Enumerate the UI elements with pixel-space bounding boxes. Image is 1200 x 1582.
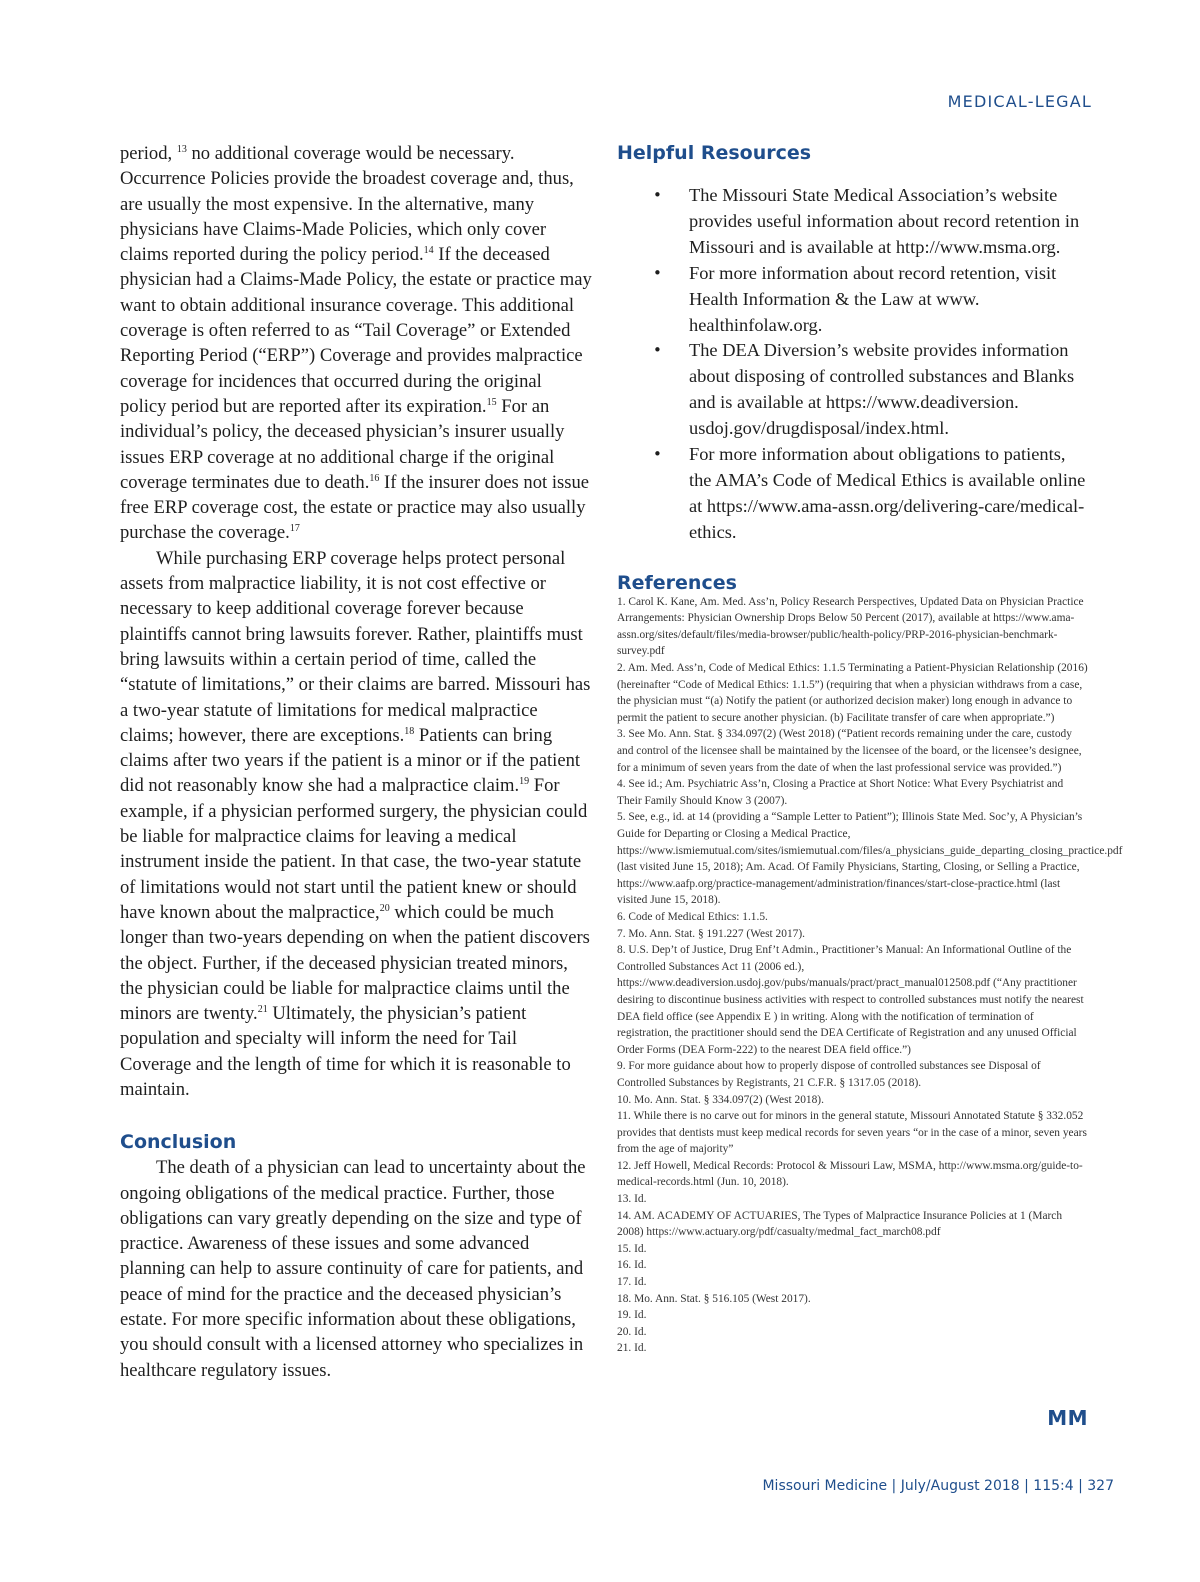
reference-item: 20. Id. (617, 1325, 647, 1338)
reference-item: 13. Id. (617, 1193, 647, 1206)
reference-item: 1. Carol K. Kane, Am. Med. Ass’n, Policy Research Perspectives, Updated Data on Physician Practice Arrangements: Physician Ownership Drops Below 50 Percent (2017), available at https://www.ama-assn.org/sites/default/files/media-browser/public/health-policy/PRP-2016-physician-benchmark-survey.pdf (617, 595, 1084, 658)
reference-item: 17. Id. (617, 1276, 647, 1289)
resource-text: The DEA Diversion’s website provides information about disposing of controlled substances and Blanks and is available at https://www.deadiversion.​usdoj.gov/drugdisposal/index.html. (689, 340, 1075, 439)
text-run: Ultimately, the physician’s patient population and specialty will inform the need for Tail Coverage and the length of time for which it is reasonable to maintain. (120, 1003, 571, 1100)
reference-item: 15. Id. (617, 1242, 647, 1255)
bullet-icon: • (653, 341, 662, 360)
conclusion-heading: Conclusion (120, 1131, 237, 1154)
footnote-ref: 14 (423, 245, 434, 257)
reference-item: 4. See id.; Am. Psychiatric Ass’n, Closing a Practice at Short Notice: What Every Psychiatrist and Their Family Should Know 3 (2007). (617, 778, 1064, 807)
right-column (617, 141, 1123, 1357)
footnote-ref: 19 (519, 776, 530, 788)
text-run: While purchasing ERP coverage helps protect personal assets from malpractice liability, it is not cost effective or necessary to keep additional coverage forever because plaintiffs cannot bring lawsuits forever. Rather, plaintiffs must bring lawsuits within a certain period of time, called the “statute of limitations,” or their claims are barred. Missouri has a two-year statute of limitations for medical malpractice claims; however, there are exceptions. (120, 547, 591, 746)
resource-text: The Missouri State Medical Association’s website provides useful information about record retention in Missouri and is available at http://www.msma.​org. (689, 185, 1080, 257)
bullet-icon: • (653, 186, 662, 204)
footnote-ref: 21 (257, 1004, 268, 1016)
reference-item: 7. Mo. Ann. Stat. § 191.227 (West 2017). (617, 927, 805, 940)
resource-text: For more information about record retention, visit Health Information & the Law at www.​healthinfolaw.org. (689, 262, 1057, 335)
footnote-ref: 18 (404, 725, 415, 737)
references-list (617, 594, 1123, 1357)
paragraph-statute-of-limitations (120, 546, 592, 1103)
text-run: no additional coverage would be necessary. Occurrence Policies provide the broadest coverage and, thus, are usually the most expensive. In the alternative, many physicians have Claims-Made Policies, which only cover claims reported during the policy period. (120, 143, 574, 266)
reference-item: 11. While there is no carve out for minors in the general statute, Missouri Annotated Statute § 332.052 provides that dentists must keep medical records for seven years “or in the case of a minor, seven years from the age of majority” (617, 1110, 1087, 1156)
reference-item: 3. See Mo. Ann. Stat. § 334.097(2) (West 2018) (“Patient records remaining under the care, custody and control of the licensee shall be maintained by the licensee of the board, or the licensee’s designee, for a minimum of seven years from the date of when the last professional service was provided.”) (617, 728, 1082, 774)
footnote-ref: 20 (379, 902, 390, 914)
text-run: If the insurer does not issue free ERP coverage cost, the estate or practice may also usually purchase the coverage. (120, 471, 590, 544)
reference-item: 18. Mo. Ann. Stat. § 516.105 (West 2017). (617, 1292, 811, 1305)
text-run: Patients can bring claims after two years if the patient is a minor or if the patient did not reasonably know she had a malpractice claim. (120, 724, 581, 797)
section-label: MEDICAL-LEGAL (947, 92, 1092, 111)
reference-item: 6. Code of Medical Ethics: 1.1.5. (617, 910, 768, 923)
reference-item: 9. For more guidance about how to properly dispose of controlled substances see Disposal of Controlled Substances by Registrants, 21 C.F.R. § 1317.05 (2018). (617, 1060, 1041, 1089)
reference-item: 21. Id. (617, 1342, 647, 1355)
resource-item (653, 261, 1090, 339)
text-run: For example, if a physician performed surgery, the physician could be liable for malpractice claims for leaving a medical instrument inside the patient. In that case, the two-year statute of limitations would not start until the patient knew or should have known about the malpractice, (120, 775, 588, 923)
helpful-resources-heading: Helpful Resources (617, 142, 812, 164)
bullet-icon: • (653, 445, 662, 464)
footnote-ref: 13 (176, 144, 187, 155)
resource-item (653, 338, 1090, 442)
reference-item: 16. Id. (617, 1259, 647, 1272)
reference-item: 14. AM. ACADEMY OF ACTUARIES, The Types of Malpractice Insurance Policies at 1 (March 2008) https://www.actuary.org/pdf/casualty/medmal_fact_march08.pdf (617, 1209, 1063, 1239)
resource-text: For more information about obligations to patients, the AMA’s Code of Medical Ethics is available online at https://www.ama-assn.org/​delivering-care/medical-ethics. (689, 444, 1086, 542)
page-footer: Missouri Medicine | July/August 2018 | 115:4 | 327 (762, 1478, 1114, 1494)
text-run: For an individual’s policy, the deceased physician’s insurer usually issues ERP coverage at no additional charge if the original coverage terminates due to death. (120, 395, 565, 493)
reference-item: 12. Jeff Howell, Medical Records: Protocol & Missouri Law, MSMA, http://www.msma.org/guide-to-medical-records.html (Jun. 10, 2018). (617, 1159, 1083, 1189)
reference-item: 8. U.S. Dep’t of Justice, Drug Enf’t Admin., Practitioner’s Manual: An Informational Outline of the Controlled Substances Act 11 (2006 ed.), https://www.deadiversion.usdoj.gov/pubs/manuals/pract/pract_manual012508.pdf (“Any practitioner desiring to discontinue business activities with respect to controlled substances must notify the nearest DEA field office (see Appendix E ) in writing. Along with the notification of termination of registration, the practitioner should send the DEA Certificate of Registration and any unused Official Order Forms (DEA Form-222) to the nearest DEA field office.”) (617, 944, 1084, 1056)
text-run: If the deceased physician had a Claims-Made Policy, the estate or practice may want to obtain additional insurance coverage. This additional coverage is often referred to as “Tail Coverage” or Extended Reporting Period (“ERP”) Coverage and provides malpractice coverage for incidences that occurred during the original policy period but are reported after its expiration. (120, 244, 592, 417)
text-run: period, (120, 143, 177, 164)
footnote-ref: 15 (486, 396, 497, 408)
bullet-icon: • (653, 263, 662, 282)
footnote-ref: 17 (289, 523, 300, 535)
reference-item: 5. See, e.g., id. at 14 (providing a “Sample Letter to Patient”); Illinois State Med. Soc’y, A Physician’s Guide for Departing or Closing a Medical Practice, https://www.ismiemutual.com/sites/ismiemutual.com/files/a_physicians_guide_departing_closing_practice.pdf (last visited June 15, 2018); Am. Acad. Of Family Physicians, Starting, Closing, or Selling a Practice, https://www.aafp.org/practice-management/administration/finances/start-close-practice.html (last visited June 15, 2018). (617, 811, 1123, 907)
end-of-article-mark: MM (1047, 1406, 1088, 1430)
resources-list (617, 183, 1090, 546)
left-column (120, 141, 592, 1383)
paragraph-tail-coverage (120, 141, 592, 546)
references-heading: References (617, 571, 737, 594)
reference-item: 10. Mo. Ann. Stat. § 334.097(2) (West 2018). (617, 1093, 824, 1106)
resource-item (653, 442, 1090, 546)
reference-item: 19. Id. (617, 1309, 647, 1322)
footnote-ref: 16 (369, 472, 380, 484)
resource-item (653, 183, 1090, 261)
reference-item: 2. Am. Med. Ass’n, Code of Medical Ethics: 1.1.5 Terminating a Patient-Physician Relationship (2016) (hereinafter “Code of Medical Ethics: 1.1.5”) (requiring that when a physician withdraws from a case, the physician must “(a) Notify the patient (or authorized decision maker) long enough in advance to permit the patient to secure another physician. (b) Facilitate transfer of care when appropriate.”) (617, 662, 1088, 724)
paragraph-conclusion: The death of a physician can lead to uncertainty about the ongoing obligations of the medical practice. Further, those obligations can vary greatly depending on the size and type of practice. Awareness of these issues and some advanced planning can help to assure continuity of care for patients, and peace of mind for the practice and the deceased physician’s estate. For more specific information about these obligations, you should consult with a licensed attorney who specializes in healthcare regulatory issues. (120, 1157, 586, 1381)
text-run: which could be much longer than two-years depending on when the patient discovers the object. Further, if the deceased physician treated minors, the physician could be liable for malpractice claims until the minors are twenty. (120, 901, 590, 1025)
